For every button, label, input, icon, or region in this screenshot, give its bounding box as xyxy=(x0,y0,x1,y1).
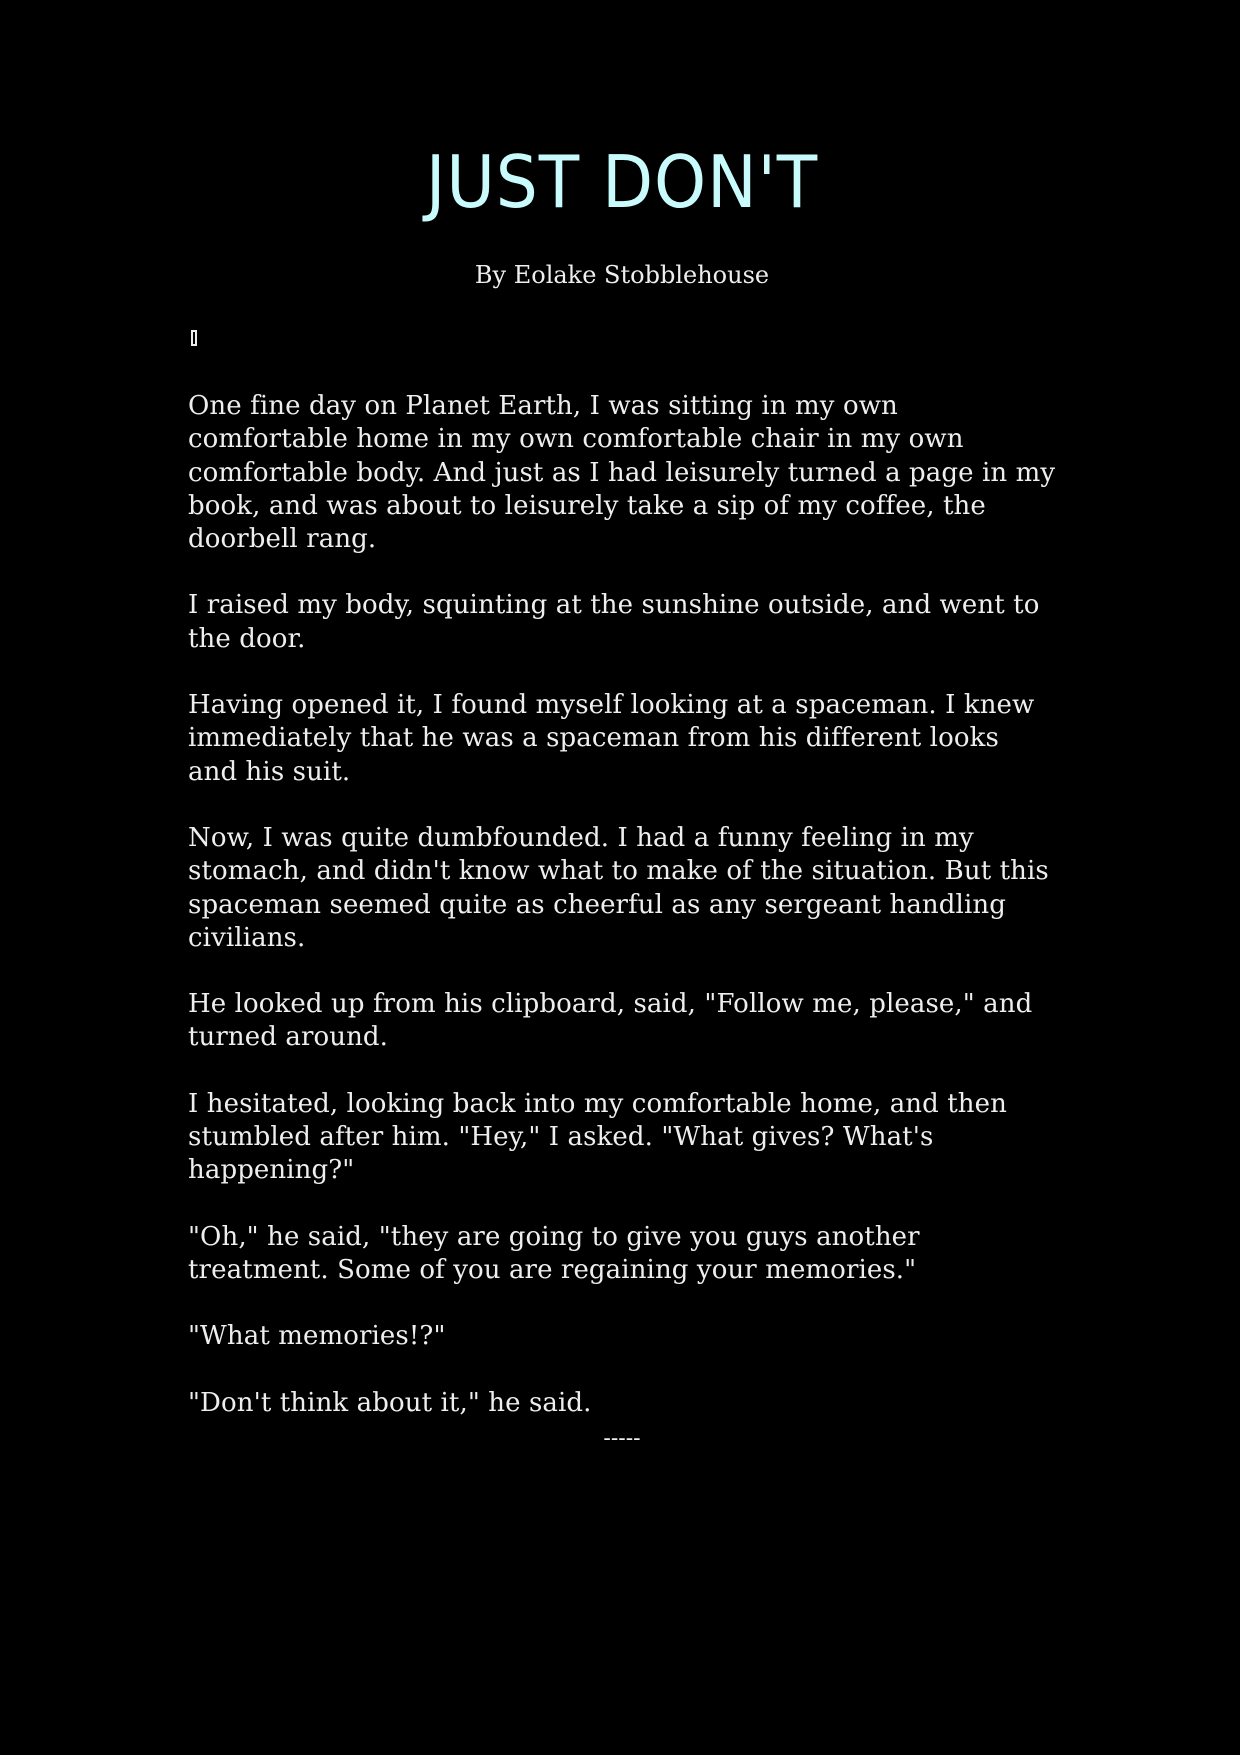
missing-glyph-icon xyxy=(191,330,197,346)
story-paragraph: One fine day on Planet Earth, I was sitting in my own comfortable home in my own comfortable chair in my own comfortable body. And just as I had leisurely turned a page in my book, and was about to leisurely take a sip of my coffee, the doorbell rang. xyxy=(188,391,1056,555)
story-paragraph: "Don't think about it," he said. xyxy=(188,1387,592,1418)
author-byline: By Eolake Stobblehouse xyxy=(474,261,770,289)
story-paragraph: He looked up from his clipboard, said, "Follow me, please," and turned around. xyxy=(188,989,1033,1053)
story-body xyxy=(188,390,1056,1453)
story-title: JUST DON'T xyxy=(425,140,819,224)
story-paragraph: Having opened it, I found myself looking at a spaceman. I knew immediately that he was a spaceman from his different looks and his suit. xyxy=(188,690,1035,787)
story-paragraph: I raised my body, squinting at the sunshine outside, and went to the door. xyxy=(188,590,1040,654)
story-paragraph: "What memories!?" xyxy=(188,1321,446,1352)
story-paragraph: I hesitated, looking back into my comfortable home, and then stumbled after him. "Hey," I asked. "What gives? What's happening?" xyxy=(188,1088,1007,1186)
story-paragraph: "Oh," he said, "they are going to give you guys another treatment. Some of you are regaining your memories." xyxy=(188,1221,920,1285)
section-separator: ----- xyxy=(603,1426,641,1451)
story-paragraph: Now, I was quite dumbfounded. I had a funny feeling in my stomach, and didn't know what to make of the situation. But this spaceman seemed quite as cheerful as any sergeant handling civilians. xyxy=(188,822,1049,953)
